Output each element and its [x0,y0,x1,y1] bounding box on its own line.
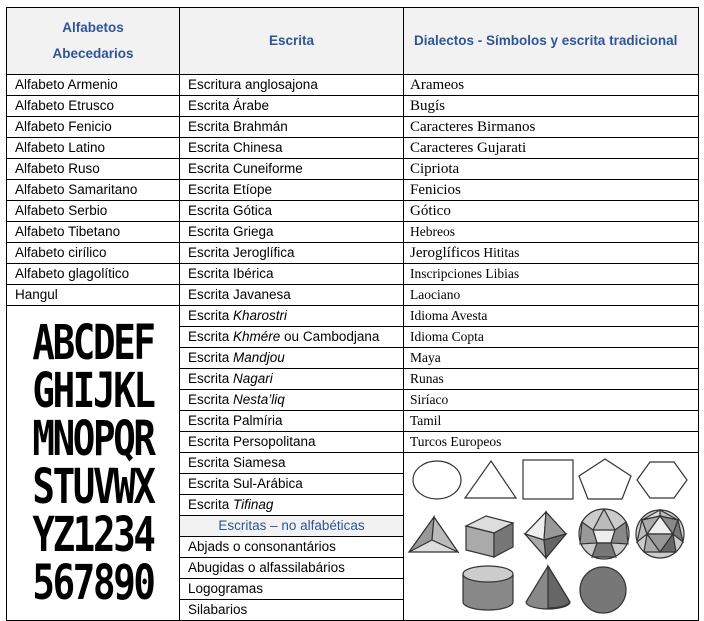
script-text: Escrita Etíope [188,182,273,197]
dialect-text-small: Hebreos [410,224,455,239]
dialect-name [404,264,699,285]
table-row [7,159,699,180]
table-row [7,264,699,285]
shapes-svg [404,454,697,619]
script-name [180,474,404,495]
dialect-name [404,243,699,264]
script-text: Escrita Árabe [188,98,270,113]
dialect-name [404,306,699,327]
table-row [7,96,699,117]
pentagon-icon [579,459,631,499]
script-name [180,285,404,306]
header-escrita: Escrita [180,8,404,75]
alphabet-name: Alfabeto Samaritano [7,180,180,201]
script-text: Escrita Gótica [188,203,273,218]
square-icon [523,460,573,499]
script-text-italic: Kharostri [233,308,288,323]
script-text: Escrita Sul-Arábica [188,476,303,491]
table-row [7,117,699,138]
alphabet-name: Hangul [7,285,180,306]
dialect-text-small: Hititas [479,245,520,260]
hexagon-icon [637,462,687,498]
dialect-name [404,432,699,453]
script-text-italic: Nagari [233,371,273,386]
alphabet-name: Alfabeto Fenicio [7,117,180,138]
script-text: ou Cambodjana [280,329,380,344]
dialect-text-small: Turcos Europeos [410,434,502,449]
non-alphabetic-item: Abjads o consonantários [180,537,404,558]
script-name [180,138,404,159]
script-text: Escrita [188,308,234,323]
alphabet-name: Alfabeto Tibetano [7,222,180,243]
circle-icon [413,461,461,499]
non-alphabetic-subheader: Escritas – no alfabéticas [180,516,404,537]
dialect-name [404,201,699,222]
alphabet-line: MNOPQR [32,411,154,467]
alphabet-name: Alfabeto cirílico [7,243,180,264]
dialect-text: Gótico [410,203,451,219]
table-row [7,222,699,243]
alphabet-glyphs [26,315,160,611]
script-name [180,306,404,327]
dialect-text: Fenicios [410,182,461,198]
dialect-name [404,348,699,369]
dialect-text-small: Tamil [410,413,442,428]
dialect-name [404,75,699,96]
script-name [180,159,404,180]
dialect-text-small: Maya [410,350,441,365]
cone-icon [526,566,570,609]
script-text: Escritura anglosajona [188,77,318,92]
script-name [180,180,404,201]
triangle-icon [465,461,516,498]
sphere-icon [580,567,626,613]
script-name [180,453,404,474]
script-name [180,75,404,96]
octahedron-icon [525,512,566,558]
dialect-text-small: Idioma Copta [410,329,484,344]
script-text-italic: Tifinag [233,497,274,512]
alphabet-name: Alfabeto Ruso [7,159,180,180]
dialect-text-small: Runas [410,371,444,386]
table-row [7,138,699,159]
dialect-text: Jeroglíficos [410,245,480,261]
script-text: Escrita Cuneiforme [188,161,303,176]
script-text-italic: Mandjou [233,350,285,365]
script-text: Escrita [188,392,234,407]
non-alphabetic-item: Silabarios [180,600,404,621]
dialect-text: Cipriota [410,161,460,177]
alphabet-line: GHIJKL [32,363,154,419]
tetrahedron-icon [409,517,458,552]
script-text: Escrita [188,497,234,512]
alphabet-line: ABCDEF [32,315,154,371]
dialect-name [404,180,699,201]
geometric-shapes-image [404,453,699,621]
script-name [180,348,404,369]
script-name [180,201,404,222]
dialect-text-small: Inscripciones Libias [410,266,520,281]
script-text: Escrita [188,371,234,386]
cube-icon [466,516,513,557]
alphabet-line: STUVWX [32,459,154,515]
script-name [180,243,404,264]
alphabet-line: 567890 [32,555,154,611]
dialect-name [404,327,699,348]
header-dialectos: Dialectos - Símbolos y escrita tradicional [404,8,699,75]
icosahedron-icon [636,510,684,558]
dialect-name [404,390,699,411]
script-text: Escrita Siamesa [188,455,286,470]
script-text: Escrita Chinesa [188,140,283,155]
dialect-text-small: Laociano [410,287,461,302]
table-row [7,201,699,222]
header-alfabetos: Alfabetos Abecedarios [7,8,180,75]
script-text: Escrita Griega [188,224,274,239]
script-name [180,495,404,516]
script-name [180,411,404,432]
script-name [180,96,404,117]
script-text: Escrita Ibérica [188,266,274,281]
dodecahedron-icon [579,509,629,559]
table-row [7,243,699,264]
dialect-name [404,285,699,306]
table-row [7,180,699,201]
dialect-name [404,411,699,432]
alphabet-name: Alfabeto glagolítico [7,264,180,285]
script-name [180,432,404,453]
script-text-italic: Nesta’liq [233,392,285,407]
dialect-text: Caracteres Birmanos [410,119,536,135]
alphabet-name: Alfabeto Etrusco [7,96,180,117]
alphabet-name: Alfabeto Serbio [7,201,180,222]
table-row [7,306,699,327]
table-row [7,285,699,306]
script-text: Escrita [188,350,234,365]
script-text: Escrita Persopolitana [188,434,316,449]
dialect-text-small: Idioma Avesta [410,308,488,323]
alphabet-line: YZ1234 [32,507,154,563]
script-text: Escrita Javanesa [188,287,291,302]
script-name [180,264,404,285]
dialect-name [404,96,699,117]
script-text: Escrita [188,329,234,344]
non-alphabetic-item: Abugidas o alfassilabários [180,558,404,579]
script-text: Escrita Jeroglífica [188,245,295,260]
script-text-italic: Khmére [233,329,281,344]
script-name [180,369,404,390]
dialect-text: Arameos [410,77,465,93]
dialect-text: Caracteres Gujarati [410,140,527,156]
dialect-name [404,117,699,138]
script-text: Escrita Brahmán [188,119,288,134]
script-name [180,117,404,138]
dialect-name [404,138,699,159]
dialect-name [404,159,699,180]
dialect-name [404,222,699,243]
writing-systems-table [6,7,699,621]
cylinder-icon [463,566,513,610]
script-text: Escrita Palmíria [188,413,283,428]
dialect-name [404,369,699,390]
script-name [180,390,404,411]
script-name [180,222,404,243]
alphabet-name: Alfabeto Armenio [7,75,180,96]
script-name [180,327,404,348]
non-alphabetic-item: Logogramas [180,579,404,600]
dialect-text: Bugís [410,98,446,114]
dialect-text-small: Siríaco [410,392,449,407]
alphabet-sample-image [7,306,180,621]
alphabet-name: Alfabeto Latino [7,138,180,159]
table-row [7,75,699,96]
